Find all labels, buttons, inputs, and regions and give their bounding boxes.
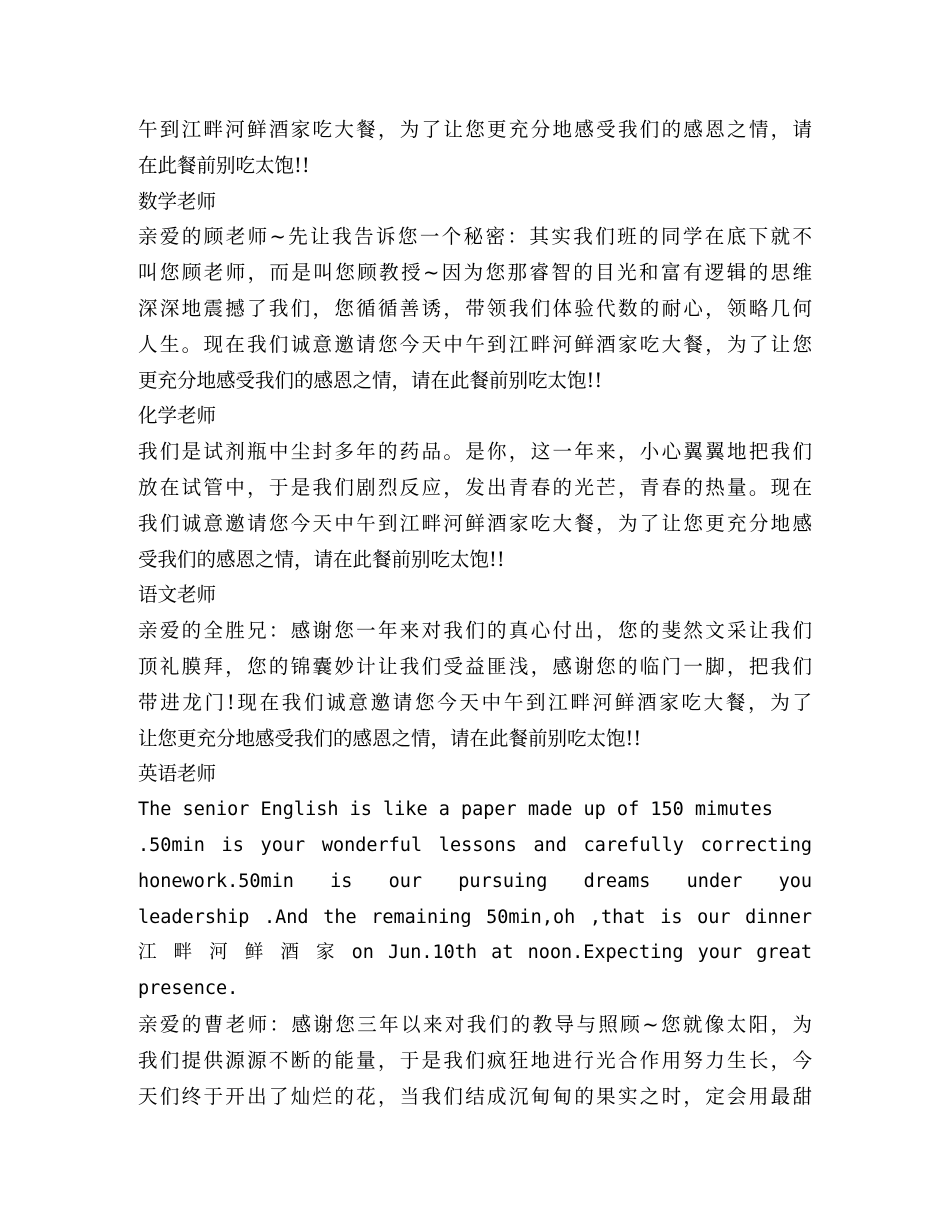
text-line: 亲爱的顾老师~先让我告诉您一个秘密：其实我们班的同学在底下就不 (138, 225, 812, 249)
section-heading: 语文老师 (138, 583, 217, 607)
paragraph-english-teacher (138, 792, 812, 1007)
section-heading: 数学老师 (138, 189, 217, 213)
text-line: 带进龙门!现在我们诚意邀请您今天中午到江畔河鲜酒家吃大餐，为了 (138, 690, 812, 714)
section-heading: 英语老师 (138, 762, 217, 786)
text-line: 更充分地感受我们的感恩之情，请在此餐前别吃太饱!! (138, 368, 603, 392)
text-line: 深深地震撼了我们，您循循善诱，带领我们体验代数的耐心，领略几何 (138, 296, 812, 320)
text-line: 让您更充分地感受我们的感恩之情，请在此餐前别吃太饱!! (138, 726, 642, 750)
heading-chemistry-teacher (138, 398, 812, 434)
text-line: 在此餐前别吃太饱!! (138, 153, 310, 177)
text-line: 叫您顾老师，而是叫您顾教授~因为您那睿智的目光和富有逻辑的思维 (138, 261, 812, 285)
text-line: 我们诚意邀请您今天中午到江畔河鲜酒家吃大餐，为了让您更充分地感 (138, 511, 812, 535)
text-line: presence. (138, 978, 239, 1000)
heading-math-teacher (138, 184, 812, 220)
document-page (138, 112, 812, 1114)
paragraph-intro-continued (138, 112, 812, 184)
text-line: 天们终于开出了灿烂的花，当我们结成沉甸甸的果实之时，定会用最甜 (138, 1084, 812, 1108)
paragraph-cao-teacher (138, 1007, 812, 1114)
text-line: honework.50min is our pursuing dreams under you (138, 870, 812, 892)
paragraph-chemistry-teacher (138, 434, 812, 577)
text-line: 我们是试剂瓶中尘封多年的药品。是你，这一年来，小心翼翼地把我们 (138, 440, 812, 464)
text-line: 人生。现在我们诚意邀请您今天中午到江畔河鲜酒家吃大餐，为了让您 (138, 332, 812, 356)
text-line: 午到江畔河鲜酒家吃大餐，为了让您更充分地感受我们的感恩之情，请 (138, 118, 812, 141)
paragraph-chinese-teacher (138, 613, 812, 756)
text-line: leadership .And the remaining 50min,oh ,that is our dinner (138, 906, 812, 928)
text-line: 顶礼膜拜，您的锦囊妙计让我们受益匪浅，感谢您的临门一脚，把我们 (138, 654, 812, 678)
heading-chinese-teacher (138, 577, 812, 613)
paragraph-math-teacher (138, 219, 812, 398)
text-line: 江 畔 河 鲜 酒 家 on Jun.10th at noon.Expecting your great (138, 942, 812, 964)
text-line: 亲爱的曹老师：感谢您三年以来对我们的教导与照顾~您就像太阳，为 (138, 1012, 812, 1036)
heading-english-teacher (138, 756, 812, 792)
text-line: 亲爱的全胜兄：感谢您一年来对我们的真心付出，您的斐然文采让我们 (138, 619, 812, 643)
text-line: 放在试管中，于是我们剧烈反应，发出青春的光芒，青春的热量。现在 (138, 475, 812, 499)
text-line: .50min is your wonderful lessons and carefully correcting (138, 834, 812, 856)
text-line: 我们提供源源不断的能量，于是我们疯狂地进行光合作用努力生长，今 (138, 1048, 812, 1072)
section-heading: 化学老师 (138, 404, 217, 428)
text-line: The senior English is like a paper made up of 150 mimutes (138, 799, 773, 821)
text-line: 受我们的感恩之情，请在此餐前别吃太饱!! (138, 547, 505, 571)
